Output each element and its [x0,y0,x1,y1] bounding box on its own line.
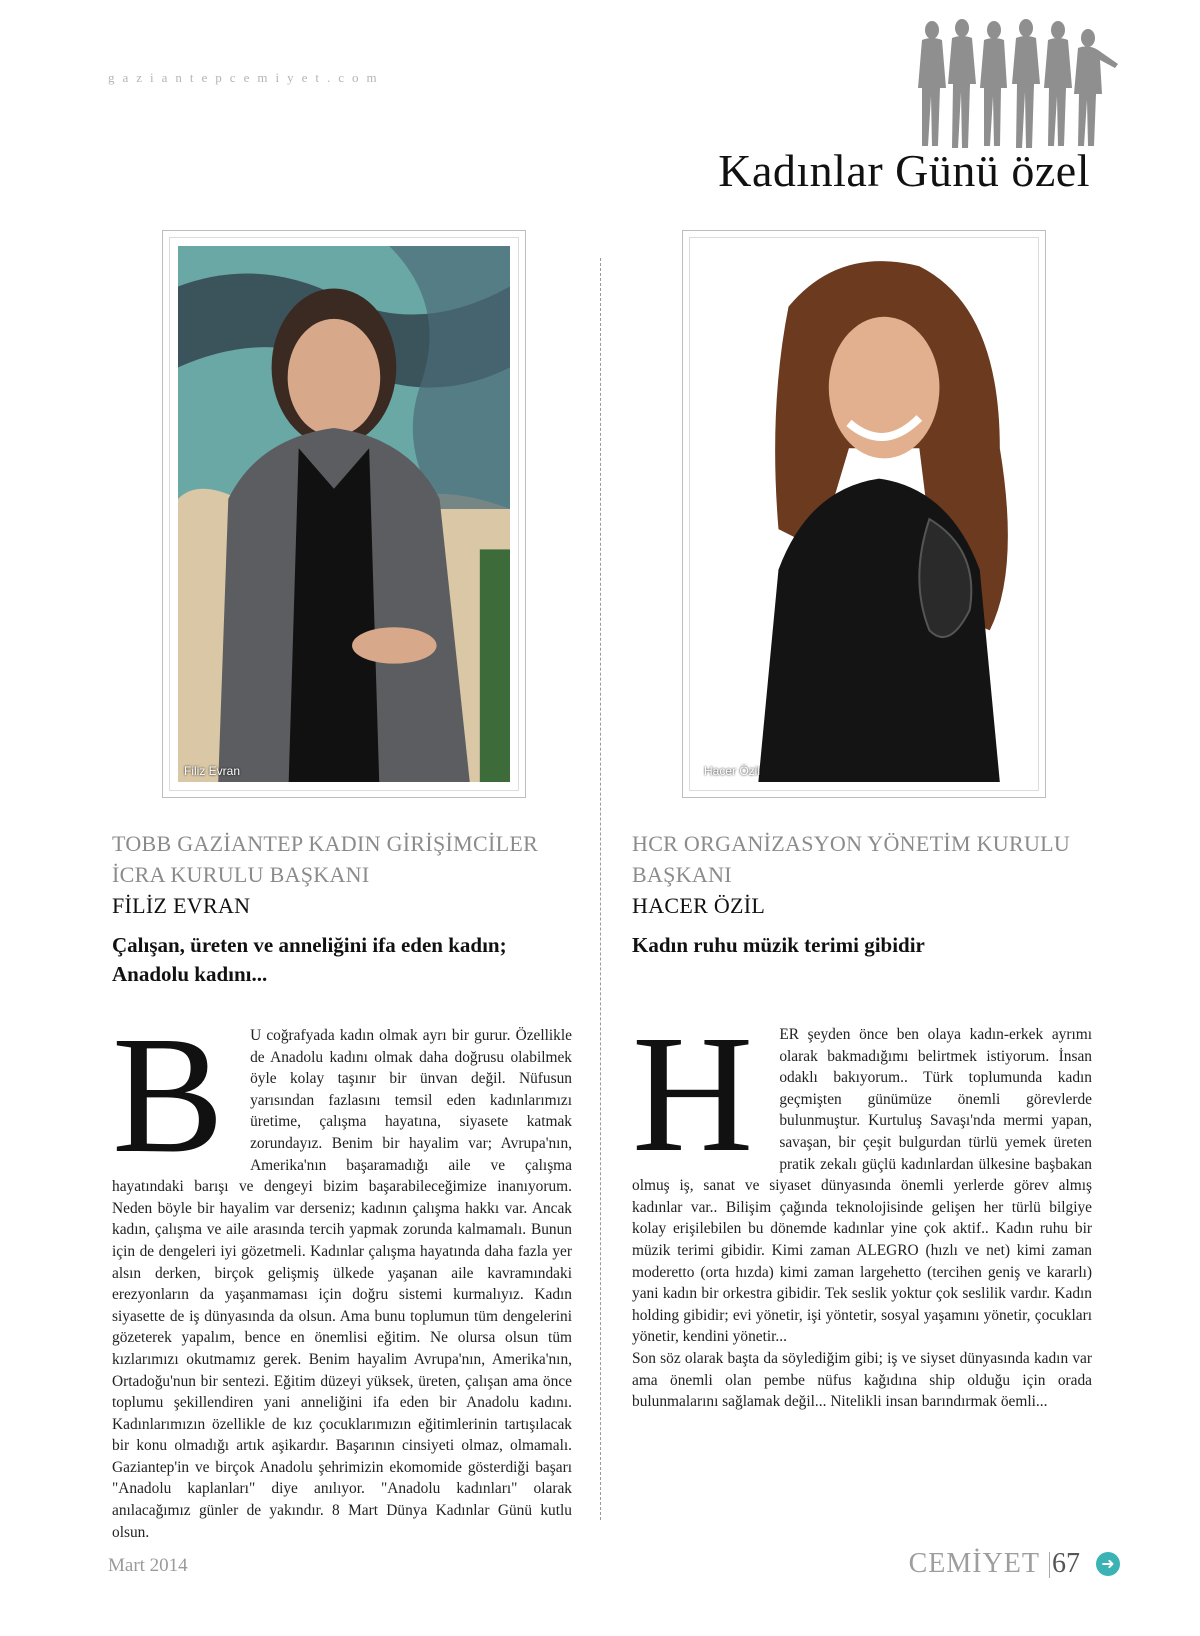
article-text-closing: Son söz olarak başta da söylediğim gibi; iş ve siyset dünyasında kadın var ama önemli olan pembe nüfus kağıdına ship olduğu için orada bulunmalarını sağlamak değil... Nitelikli insan barındırmak öemli... [632,1349,1092,1411]
article-headline: Kadın ruhu müzik terimi gibidir [632,933,925,957]
article-body [632,1001,1092,1413]
section-title: Kadınlar Günü özel [718,145,1090,196]
article-column-left [112,828,572,1543]
site-url: gaziantepcemiyet.com [108,70,385,85]
photo-caption: Hacer Özil [704,764,761,778]
drop-cap: B [112,1002,225,1188]
drop-cap: H [632,1001,754,1187]
article-column-right [632,828,1092,1413]
page-number: 67 [1052,1548,1080,1579]
photo-frame-hacer-ozil [682,230,1046,798]
portrait-photo-hacer-ozil [698,246,1030,782]
interviewee-name: HACER ÖZİL [632,893,766,918]
women-silhouettes-graphic [910,18,1120,153]
footer-separator [1049,1552,1050,1578]
article-text: ER şeyden önce ben olaya kadın-erkek ayrımı olarak bakmadığımı belirtmek istiyorum. İnsan odaklı bakıyorum.. Türk toplumunda kadın geçmişten günümüze önemli görevlerde bulunmuştur. Kurtuluş Savaşı'nda mermi yapan, savaşan, bir çeşit bulgurdan türlü yemek üreten pratik zekalı güçlü kadınlardan ülkesine başbakan olmuş iş, sanat ve siyaset dünyasında önemli yerlerde görev almış kadınlar var.. Bilişim çağında teknolojisinde gelişen her türlü bilgiye kolay erişilebilen bu dönemde kadınlar yine çok aktif.. Kadın ruhu bir müzik terimi gibidir. Kimi zaman ALEGRO (hızlı ve net) kimi zaman moderetto (orta hızda) kimi zaman largehetto (tercihen geniş ve kararlı) yani kadın bir orkestra gibidir. Tek seslik yoktur çok seslilik vardır. Kadın holding gibidir; evi yönetir, işi yöntetir, sosyal yaşamını yönetir, çocukları yönetir, kendini yönetir... [632,1026,1092,1346]
portrait-photo-filiz-evran [178,246,510,782]
interviewee-role: HCR ORGANİZASYON YÖNETİM KURULU BAŞKANI [632,831,1071,887]
interviewee-name: FİLİZ EVRAN [112,893,251,918]
arrow-right-circle-icon[interactable]: ➜ [1096,1552,1120,1576]
magazine-brand: CEMİYET [908,1548,1040,1579]
photo-frame-filiz-evran [162,230,526,798]
article-body [112,1002,572,1543]
issue-date: Mart 2014 [108,1555,188,1576]
interviewee-role: TOBB GAZİANTEP KADIN GİRİŞİMCİLER İCRA KURULU BAŞKANI [112,831,539,887]
column-divider [600,258,601,1520]
article-headline: Çalışan, üreten ve anneliğini ifa eden kadın; Anadolu kadını... [112,933,507,986]
photo-caption: Filiz Evran [184,764,241,778]
article-text: U coğrafyada kadın olmak ayrı bir gurur. Özellikle de Anadolu kadını olmak daha doğrusu olabilmek öyle kolay taşınır bir ünvan değil. Nüfusun yarısından fazlasını temsil eden kadınlarımızı üretime, çalışma hayatına, siyasete katmak zorundayız. Benim bir hayalim var; Avrupa'nın, Amerika'nın başaramadığı aile ve çalışma hayatındaki barışı ve dengeyi bizim başarabileceğimize inanıyorum. Neden böyle bir hayalim var derseniz; kadının çalışma hakkı var. Ancak kadın, çalışma ve aile arasında tercih yapmak zorunda kalmamalı. Bunun için de dengeleri iyi gözetmeli. Kadınlar çalışma hayatında daha fazla yer alsın derken, birçok gelişmiş ülkede yaşanan aile kavramındaki erezyonların da yaşanmaması için doğru sistemi kurmalıyız. Kadın siyasette de iş dünyasında da olsun. Ama bunu toplumun tüm dengelerini gözeterek yapalım, bence en önemlisi eğitim. Ne olursa olsun tüm kızlarımızı okutmamız gerek. Benim hayalim Avrupa'nın, Amerika'nın, Ortadoğu'nun bir sentezi. Eğitim düzeyi yüksek, üreten, çalışan ama önce toplumu şekillendiren yani anneliğini ifa eden bir Anadolu kadını. Kadınlarımızın özellikle de kız çocuklarımızın eğitimlerinin tartışılacak bir konu olmadığı artık aşikardır. Başarının cinsiyeti olmaz, olmamalı. Gaziantep'in ve birçok Anadolu şehrimizin ekomomide gösterdiği başarı "Anadolu kaplanları" diye anılıyor. "Anadolu kadınları" olarak anılacağımız günler de yakındır. 8 Mart Dünya Kadınlar Günü kutlu olsun. [112,1027,572,1541]
